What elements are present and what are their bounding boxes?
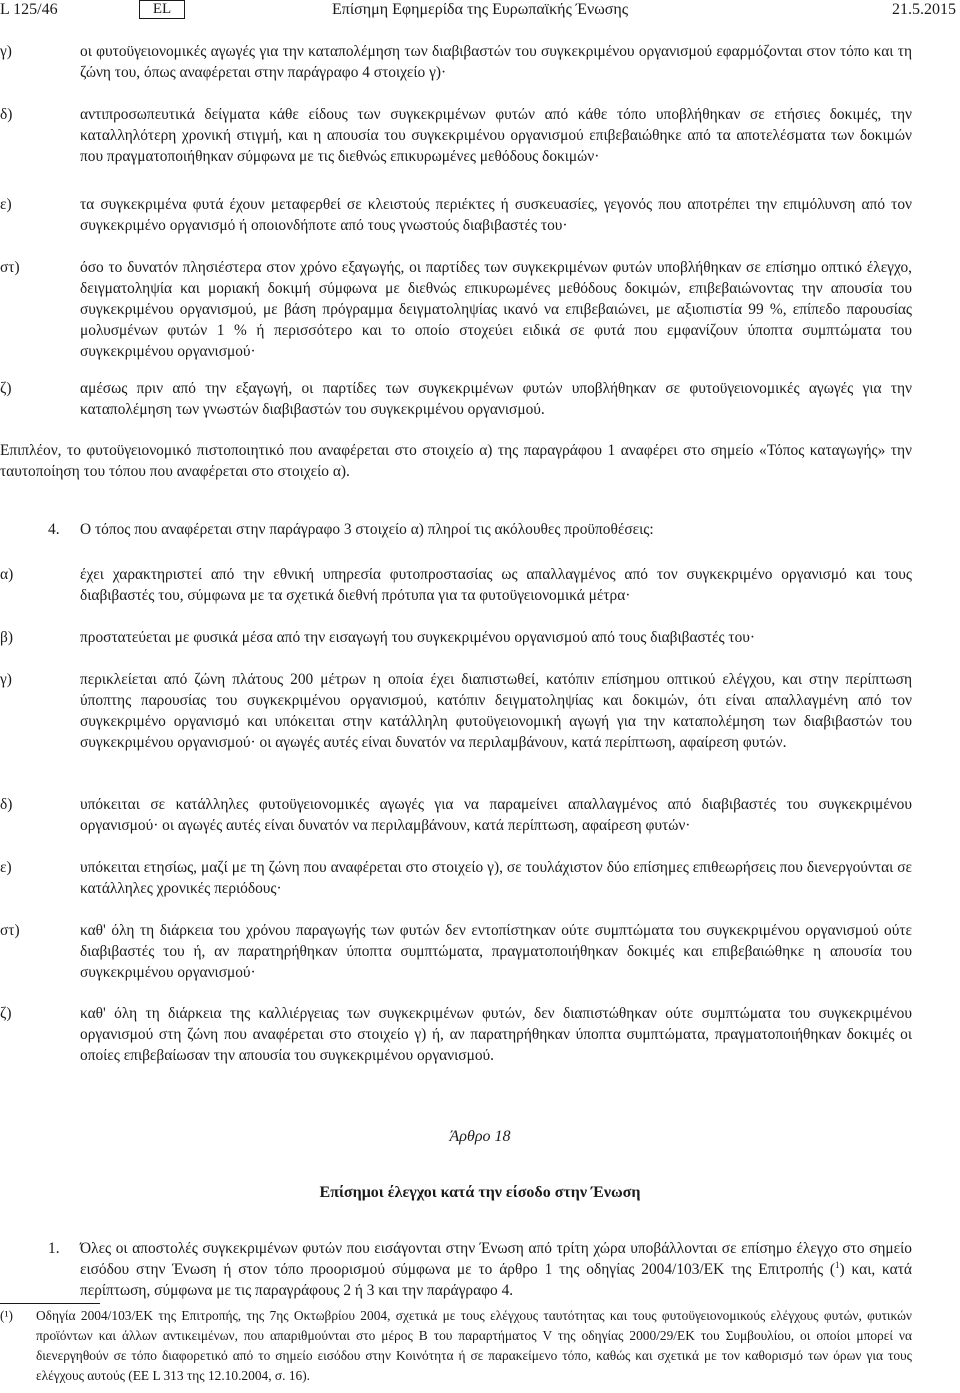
footnote-label: (¹) (0, 1308, 13, 1323)
publication-date: 21.5.2015 (892, 1, 956, 18)
page-header (0, 0, 960, 20)
item-text: προστατεύεται με φυσικά μέσα από την εισαγωγή του συγκεκριμένου οργανισμού από τους διαβιβαστές του· (80, 629, 756, 646)
list-item (0, 920, 912, 983)
item-text: υπόκειται σε κατάλληλες φυτοϋγειονομικές αγωγές για να παραμείνει απαλλαγμένος από διαβιβαστές του συγκεκριμένου οργανισμού· οι αγωγές αυτές είναι δυνατόν να περιλαμβάνουν, κατά περίπτωση, αφαίρεση φυτών· (80, 796, 912, 834)
item-text: τα συγκεκριμένα φυτά έχουν μεταφερθεί σε κλειστούς περιέκτες ή συσκευασίες, γεγονός που αποτρέπει την επιμόλυνση από τον συγκεκριμένο οργανισμό ή οποιονδήποτε από τους γνωστούς διαβιβαστές του· (80, 196, 912, 234)
item-text: περικλείεται από ζώνη πλάτους 200 μέτρων η οποία έχει διαπιστωθεί, κατόπιν επίσημου οπτικού ελέγχου, και στην περίπτωση ύποπτης παρουσίας του συγκεκριμένου οργανισμού, κατόπιν δειγματοληψίας και δοκιμών, ότι είναι απαλλαγμένη από τον συγκεκριμένο οργανισμό και υπόκειται στην κατάλληλη φυτοϋγειονομική αγωγή για την καταπολέμηση των διαβιβαστών του συγκεκριμένου οργανισμού· οι αγωγές αυτές είναι δυνατόν να περιλαμβάνουν, κατά περίπτωση, αφαίρεση φυτών. (80, 671, 912, 751)
item-label: ζ) (0, 1005, 12, 1022)
item-text: αμέσως πριν από την εξαγωγή, οι παρτίδες των συγκεκριμένων φυτών υποβλήθηκαν σε φυτοϋγειονομικές αγωγές για την καταπολέμηση των γνωστών διαβιβαστών του συγκεκριμένου οργανισμού. (80, 380, 912, 418)
item-label: α) (0, 566, 14, 583)
item-label: β) (0, 629, 13, 646)
paragraph-text-part-b: ) και, κατά περίπτωση, σύμφωνα με τις παραγράφους 2 ή 3 και την παράγραφο 4. (80, 1261, 912, 1299)
item-text: οι φυτοϋγειονομικές αγωγές για την καταπολέμηση των διαβιβαστών του συγκεκριμένου οργανισμού εφαρμόζονται στον τόπο και τη ζώνη του, όπως αναφέρεται στην παράγραφο 4 στοιχείο γ)· (80, 43, 912, 81)
footnote-reference: 1 (835, 1259, 840, 1270)
item-text: έχει χαρακτηριστεί από την εθνική υπηρεσία φυτοπροστασίας ως απαλλαγμένος από τον συγκεκριμένο οργανισμό και τους διαβιβαστές του, σύμφωνα με τα σχετικά διεθνή πρότυπα για τα φυτοϋγειονομικά μέτρα· (80, 566, 912, 604)
article-paragraph-1 (0, 1238, 912, 1301)
paragraph-number: 1. (48, 1240, 60, 1257)
list-item (0, 564, 912, 606)
list-item (0, 378, 912, 420)
list-item (0, 794, 912, 836)
item-text: υπόκειται ετησίως, μαζί με τη ζώνη που αναφέρεται στο στοιχείο γ), σε τουλάχιστον δύο επίσημες επιθεωρήσεις που διενεργούνται σε κατάλληλες χρονικές περιόδους· (80, 859, 912, 897)
paragraph-text: Ο τόπος που αναφέρεται στην παράγραφο 3 στοιχείο α) πληροί τις ακόλουθες προϋποθέσεις: (80, 521, 654, 538)
article-number: Άρθρο 18 (449, 1128, 511, 1145)
footnote (0, 1306, 912, 1386)
footnote-divider (0, 1303, 100, 1304)
list-item (0, 669, 912, 753)
item-label: δ) (0, 106, 13, 123)
list-item (0, 857, 912, 899)
item-label: ε) (0, 196, 12, 213)
item-text: όσο το δυνατόν πλησιέστερα στον χρόνο εξαγωγής, οι παρτίδες των συγκεκριμένων φυτών υποβλήθηκαν σε επίσημο οπτικό έλεγχο, δειγματοληψία και μοριακή δοκιμή σύμφωνα με διεθνώς επικυρωμένες μεθόδους δοκιμών, επιβεβαιώνοντας την απουσία του συγκεκριμένου οργανισμού, με βάση πρόγραμμα δειγματοληψίας ικανό να επιβεβαιώνει, με αξιοπιστία 99 %, επίπεδο παρουσίας μολυσμένων φυτών 1 % ή περισσότερο και το οποίο στοχεύει ειδικά σε φυτά που εμφανίζουν ύποπτα συμπτώματα του συγκεκριμένου οργανισμού· (80, 259, 912, 360)
list-item (0, 104, 912, 167)
item-label: στ) (0, 922, 20, 939)
item-label: ζ) (0, 380, 12, 397)
list-item (0, 1003, 912, 1066)
paragraph-4 (0, 519, 912, 540)
item-label: στ) (0, 259, 20, 276)
item-text: αντιπροσωπευτικά δείγματα κάθε είδους των συγκεκριμένων φυτών από κάθε τόπο υποβλήθηκαν σε ετήσιες δοκιμές, την καταλληλότερη χρονική στιγμή, και η απουσία του συγκεκριμένου οργανισμού επιβεβαιώθηκε από τα αποτελέσματα των δοκιμών που πραγματοποιήθηκαν σύμφωνα με τις διεθνώς επικυρωμένες μεθόδους δοκιμών· (80, 106, 912, 165)
item-label: γ) (0, 43, 12, 60)
item-label: ε) (0, 859, 12, 876)
item-label: δ) (0, 796, 13, 813)
list-item (0, 41, 912, 83)
paragraph-moreover: Επιπλέον, το φυτοϋγειονομικό πιστοποιητικό που αναφέρεται στο στοιχείο α) της παραγράφου 1 αναφέρει στο σημείο «Τόπος καταγωγής» την ταυτοποίηση του τόπου που αναφέρεται στο στοιχείο α). (0, 442, 912, 480)
item-label: γ) (0, 671, 12, 688)
language-badge: EL (139, 0, 185, 19)
paragraph-text (80, 1238, 912, 1301)
paragraph-number: 4. (48, 521, 60, 538)
footnote-text: Οδηγία 2004/103/ΕΚ της Επιτροπής, της 7ης Οκτωβρίου 2004, σχετικά με τους ελέγχους ταυτότητας και τους φυτοϋγειονομικούς ελέγχους φυτών, φυτικών προϊόντων και άλλων αντικειμένων, που απαριθμούνται στο μέρος Β του παραρτήματος V της οδηγίας 2000/29/ΕΚ του Συμβουλίου, οι οποίοι μπορεί να διενεργηθούν σε τόπο διαφορετικό από το σημείο εισόδου στην Κοινότητα ή σε παρακείμενο τόπο, καθώς και σχετικά με τον καθορισμό των όρων για τους ελέγχους αυτούς (ΕΕ L 313 της 12.10.2004, σ. 16). (36, 1308, 912, 1383)
journal-title: Επίσημη Εφημερίδα της Ευρωπαϊκής Ένωσης (332, 1, 629, 18)
list-item (0, 257, 912, 362)
page-reference: L 125/46 (0, 1, 58, 18)
paragraph-text-part-a: Όλες οι αποστολές συγκεκριμένων φυτών που εισάγονται στην Ένωση από τρίτη χώρα υποβάλλονται σε επίσημο έλεγχο στο σημείο εισόδου στην Ένωση ή στον τόπο προορισμού σύμφωνα με το άρθρο 1 της οδηγίας 2004/103/ΕΚ της Επιτροπής ( (80, 1240, 912, 1278)
item-text: καθ' όλη τη διάρκεια της καλλιέργειας των συγκεκριμένων φυτών, δεν διαπιστώθηκαν ούτε συμπτώματα του συγκεκριμένου οργανισμού στη ζώνη που αναφέρεται στο στοιχείο γ) ή, αν παρατηρήθηκαν ύποπτα συμπτώματα, πραγματοποιήθηκαν δοκιμές οι οποίες επιβεβαίωσαν την απουσία του συγκεκριμένου οργανισμού. (80, 1005, 912, 1064)
article-title: Επίσημοι έλεγχοι κατά την είσοδο στην Ένωση (319, 1184, 641, 1201)
list-item (0, 194, 912, 236)
item-text: καθ' όλη τη διάρκεια του χρόνου παραγωγής των φυτών δεν εντοπίστηκαν ούτε συμπτώματα του συγκεκριμένου οργανισμού ούτε διαβιβαστές του ή, αν παρατηρήθηκαν ύποπτα συμπτώματα, πραγματοποιήθηκαν δοκιμές και επιβεβαιώθηκε η απουσία του συγκεκριμένου οργανισμού· (80, 922, 912, 981)
list-item (0, 627, 912, 648)
